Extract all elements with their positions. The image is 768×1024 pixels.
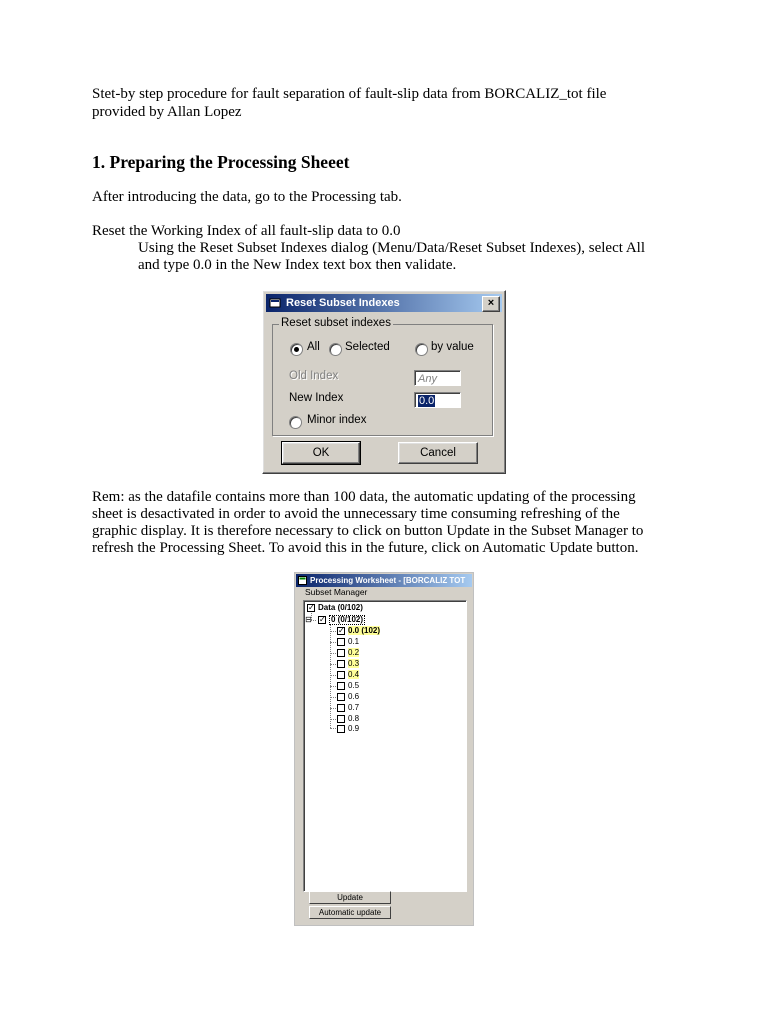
tree-connector <box>330 653 336 654</box>
radio-by-value-label[interactable]: by value <box>431 341 474 353</box>
item-checkbox[interactable] <box>337 725 345 733</box>
new-index-label: New Index <box>289 392 344 404</box>
update-button[interactable]: Update <box>309 891 391 904</box>
tree-item[interactable]: 0.4 <box>348 670 360 679</box>
paragraph-processing-tab: After introducing the data, go to the Processing tab. <box>92 189 402 205</box>
section-heading: 1. Preparing the Processing Sheeet <box>92 152 350 172</box>
tree-item[interactable]: 0.1 <box>348 637 360 646</box>
tree-item[interactable]: 0.2 <box>348 648 360 657</box>
item-checkbox[interactable] <box>337 660 345 668</box>
radio-selected[interactable] <box>329 343 342 356</box>
remark-line-4: refresh the Processing Sheet. To avoid this in the future, click on Automatic Update button. <box>92 540 639 556</box>
tree-connector <box>330 686 336 687</box>
item-checkbox[interactable] <box>337 649 345 657</box>
new-index-field[interactable] <box>414 392 461 408</box>
cancel-button[interactable]: Cancel <box>398 442 478 464</box>
dialog-app-icon <box>269 297 281 309</box>
tree-connector <box>311 620 316 621</box>
radio-all-label[interactable]: All <box>307 341 320 353</box>
tree-item[interactable]: 0.9 <box>348 724 360 733</box>
automatic-update-button[interactable]: Automatic update <box>309 906 391 919</box>
minor-index-label[interactable]: Minor index <box>307 414 367 426</box>
tree-connector <box>330 624 331 728</box>
tree-item[interactable]: 0.0 (102) <box>348 626 381 635</box>
tree-level0-label[interactable]: 0 (0/102) <box>331 615 364 624</box>
ok-button[interactable]: OK <box>282 442 360 464</box>
processing-worksheet-window <box>294 572 474 926</box>
subset-manager-label: Subset Manager <box>305 587 368 597</box>
collapse-icon[interactable]: ⊟ <box>305 615 312 624</box>
radio-selected-label[interactable]: Selected <box>345 341 390 353</box>
item-checkbox[interactable] <box>337 693 345 701</box>
tree-item[interactable]: 0.8 <box>348 714 360 723</box>
group-label: Reset subset indexes <box>281 317 391 329</box>
radio-minor-index[interactable] <box>289 416 302 429</box>
intro-line-2: provided by Allan Lopez <box>92 104 242 120</box>
close-button[interactable] <box>482 296 500 312</box>
worksheet-title: Processing Worksheet - [BORCALIZ TOT <box>310 576 466 585</box>
old-index-label: Old Index <box>289 370 339 382</box>
item-checkbox[interactable] <box>337 704 345 712</box>
paragraph-dialog-instructions-2: and type 0.0 in the New Index text box then validate. <box>138 257 457 273</box>
tree-connector <box>330 697 336 698</box>
tree-connector <box>330 675 336 676</box>
item-checkbox[interactable]: ✓ <box>338 626 345 635</box>
remark-line-3: graphic display. It is therefore necessary to click on button Update in the Subset Manager to <box>92 523 644 539</box>
old-index-field[interactable]: Any <box>414 370 461 386</box>
tree-connector <box>330 664 336 665</box>
tree-item[interactable]: 0.5 <box>348 681 360 690</box>
tree-item[interactable]: 0.6 <box>348 692 360 701</box>
tree-item[interactable]: 0.7 <box>348 703 360 712</box>
item-checkbox[interactable] <box>337 638 345 646</box>
tree-connector <box>330 642 336 643</box>
new-index-value: 0.0 <box>419 395 435 407</box>
tree-connector <box>330 719 336 720</box>
dialog-titlebar[interactable] <box>266 294 502 312</box>
level0-checkbox[interactable]: ✓ <box>319 615 326 624</box>
item-checkbox[interactable] <box>337 671 345 679</box>
root-checkbox[interactable]: ✓ <box>308 603 315 612</box>
tree-connector <box>330 631 336 632</box>
worksheet-titlebar[interactable] <box>296 574 472 587</box>
item-checkbox[interactable] <box>337 715 345 723</box>
reset-subset-indexes-dialog <box>262 290 506 474</box>
remark-line-1: Rem: as the datafile contains more than 100 data, the automatic updating of the processing <box>92 489 636 505</box>
tree-item[interactable]: 0.3 <box>348 659 360 668</box>
close-icon: × <box>487 297 495 309</box>
radio-by-value[interactable] <box>415 343 428 356</box>
radio-all[interactable] <box>290 343 303 356</box>
subset-tree[interactable] <box>303 600 467 892</box>
paragraph-dialog-instructions-1: Using the Reset Subset Indexes dialog (Menu/Data/Reset Subset Indexes), select All <box>138 240 645 256</box>
tree-connector <box>330 728 336 729</box>
tree-root-label[interactable]: Data (0/102) <box>318 603 363 612</box>
intro-line-1: Stet-by step procedure for fault separation of fault-slip data from BORCALIZ_tot file <box>92 86 607 102</box>
tree-connector <box>330 708 336 709</box>
paragraph-reset-index: Reset the Working Index of all fault-slip data to 0.0 <box>92 223 401 239</box>
worksheet-app-icon <box>298 576 307 585</box>
dialog-title: Reset Subset Indexes <box>286 297 400 309</box>
item-checkbox[interactable] <box>337 682 345 690</box>
remark-line-2: sheet is desactivated in order to avoid the unnecessary time consuming refreshing of the <box>92 506 620 522</box>
